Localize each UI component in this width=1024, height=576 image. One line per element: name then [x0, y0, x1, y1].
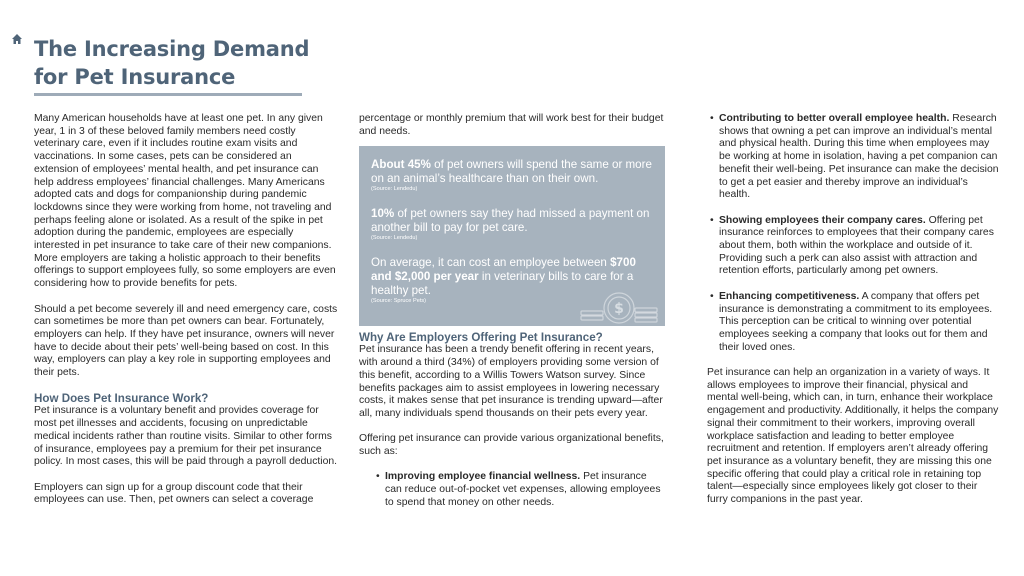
- stat-2-source: (Source: Lendedu): [371, 235, 418, 242]
- column-2: [359, 113, 665, 510]
- svg-text:$: $: [614, 301, 624, 318]
- stat-2-text: of pet owners say they had missed a payment on another bill to pay for pet care.: [371, 207, 650, 235]
- stat-3-source: (Source: Spruce Pets): [371, 298, 427, 305]
- stat-2: [371, 207, 655, 241]
- bullet-text: A company that offers pet insurance is demonstrating a commitment to its employees. This perception can be critical to winning over potential employees seeking a company that looks out for them and their loved ones.: [719, 290, 993, 353]
- bullet-text: Offering pet insurance reinforces to employees that their company cares about them, both within the workplace and outside of it. Providing such a perk can also assist with attraction and retention efforts, particularly among pet owners.: [719, 214, 994, 277]
- coverage-paragraph: percentage or monthly premium that will work best for their budget and needs.: [359, 113, 664, 137]
- stat-3-lead: On average, it can cost an employee between: [371, 256, 611, 270]
- stat-2-highlight: 10%: [371, 207, 395, 221]
- list-item: [707, 113, 999, 202]
- bullet-text: Pet insurance can reduce out-of-pocket vet expenses, allowing employees to spend that money on other needs.: [385, 471, 661, 508]
- org-benefits-intro: Offering pet insurance can provide various organizational benefits, such as:: [359, 433, 664, 458]
- column-1: [34, 113, 338, 507]
- stat-1-source: (Source: Lendedu): [371, 186, 418, 193]
- subhead-why-employers: Why Are Employers Offering Pet Insurance?: [359, 331, 603, 345]
- title-line-2: for Pet Insurance: [34, 65, 236, 89]
- stat-3-highlight: $700 and $2,000 per year: [371, 256, 636, 284]
- list-item: [707, 215, 999, 279]
- stats-callout: [359, 146, 665, 326]
- home-icon[interactable]: [11, 33, 23, 45]
- benefits-list-2: [707, 113, 999, 354]
- stat-1-highlight: About 45%: [371, 158, 431, 172]
- benefits-list-1: [359, 471, 665, 509]
- column-3: [707, 113, 999, 507]
- title-line-1: The Increasing Demand: [34, 37, 310, 61]
- closing-paragraph: Pet insurance can help an organization in a variety of ways. It allows employees to improve their financial, physical and mental well-being, which can, in turn, enhance their workplace engagement and productivity. Additionally, it helps the company signal their commitment to their workers, improving overall workplace satisfaction and leading to better employee recruitment and retention. If employers aren’t already offering pet insurance as a voluntary benefit, they are missing this one specific offering that could play a critical role in retaining top talent—especially since employees likely got closer to their furry companions in the past year.: [707, 367, 999, 506]
- page-title: [34, 35, 309, 91]
- stat-1: [371, 158, 655, 192]
- bullet-text: Research shows that owning a pet can improve an individual’s mental and physical health. During this time when employees may be working at home in isolation, having a pet companion can benefit their well-being. Pet insurance can make the decision to get a pet easier and thereby improve an individual’s health.: [719, 113, 999, 201]
- stat-3: [371, 256, 655, 304]
- bullet-heading: Enhancing competitiveness.: [719, 290, 860, 302]
- list-item: [373, 471, 665, 509]
- group-discount-paragraph: Employers can sign up for a group discount code that their employees can use. Then, pet owners can select a coverage: [34, 481, 314, 506]
- subhead-how-it-works: How Does Pet Insurance Work?: [34, 392, 209, 406]
- emergency-care-paragraph: Should a pet become severely ill and need emergency care, costs can sometimes be more than pet owners can bear. Fortunately, employers can help. If they have pet insurance, owners will never have to decide about their pets’ well-being based on cost. In this way, employers can play a key role in supporting employees and their pets.: [34, 303, 338, 379]
- bullet-heading: Showing employees their company cares.: [719, 214, 926, 226]
- trendy-benefit-paragraph: Pet insurance has been a trendy benefit offering in recent years, with around a third (34%) of employers providing some version of this benefit, according to a Willis Towers Watson survey. Since benefits packages aim to assist employees in lowering necessary costs, it makes sense that pet insurance is trending upward—after all, many individuals spend thousands on their pets every year.: [359, 344, 663, 419]
- bullet-heading: Contributing to better overall employee health.: [719, 113, 950, 124]
- title-underline: [34, 93, 302, 96]
- how-it-works-paragraph: Pet insurance is a voluntary benefit and provides coverage for most pet illnesses and accidents, focusing on unpredictable medical incidents rather than routine visits. Similar to other forms of insurance, employees pay a premium for their pet insurance policy. In most cases, this will be paid through a payroll deduction.: [34, 405, 338, 468]
- intro-paragraph: Many American households have at least one pet. In any given year, 1 in 3 of these beloved family members need costly veterinary care, even if it includes routine exam visits and vaccinations. In some cases, pets can be considered an extension of employees’ mental health, and pet insurance can help address employees’ financial challenges. Many Americans adopted cats and dogs for companionship during pandemic lockdowns since they were working from home, not traveling and perhaps feeling alone or isolated. As a result of the spike in pet adoption during the pandemic, employees are especially interested in pet insurance to take care of their new companions. More employers are taking a holistic approach to their benefits offerings to support employees fully, so some employers are even considering how to provide benefits for pets.: [34, 113, 336, 290]
- list-item: [707, 291, 999, 355]
- bullet-heading: Improving employee financial wellness.: [385, 471, 581, 483]
- stat-3-text: in veterinary bills to care for a healthy pet.: [371, 270, 634, 298]
- stat-1-text: of pet owners will spend the same or more on an animal’s healthcare than on their own.: [371, 158, 652, 186]
